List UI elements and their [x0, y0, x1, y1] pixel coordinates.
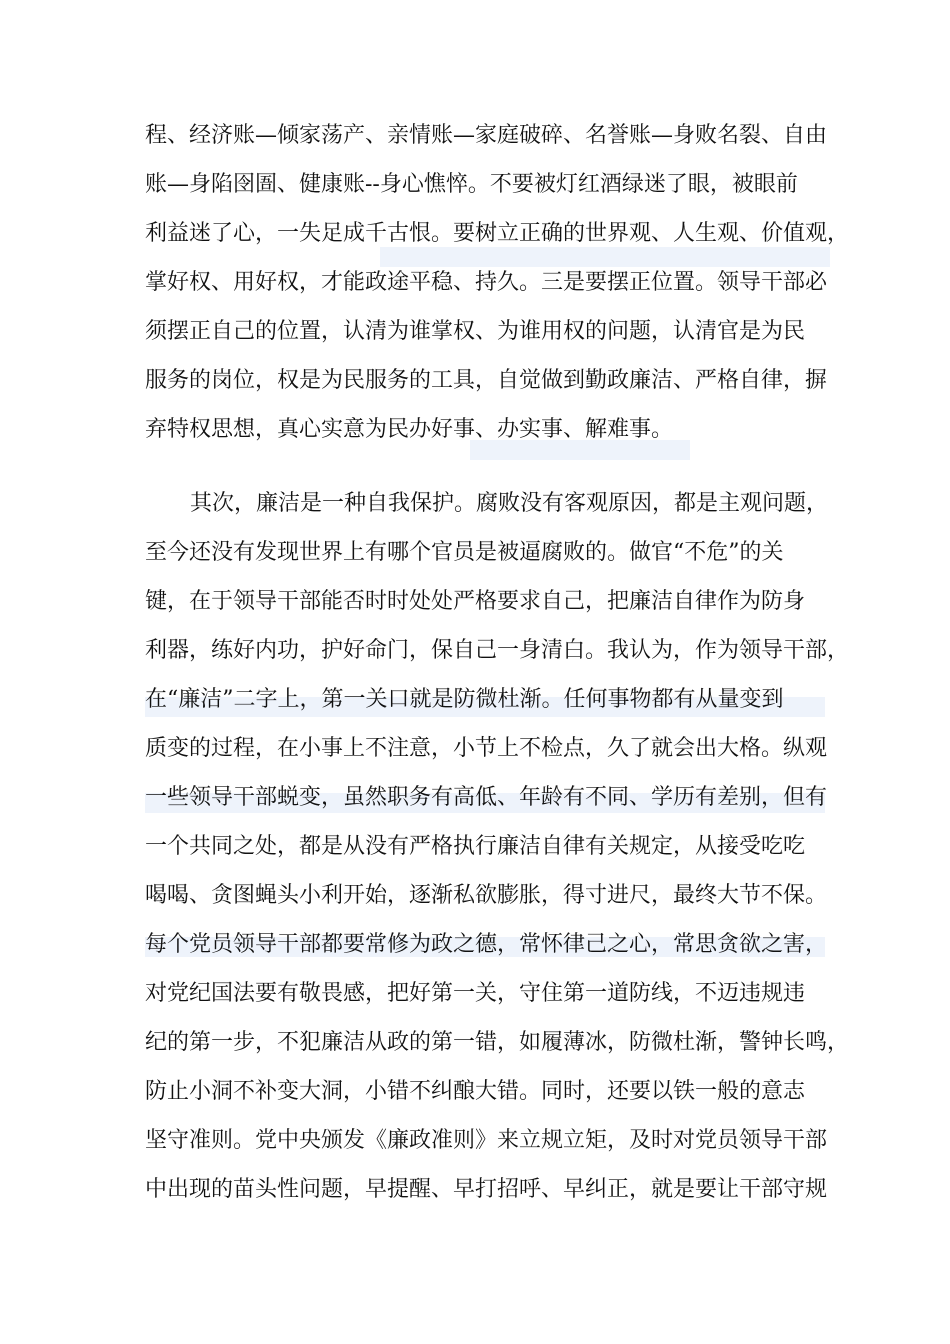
- text-line: 须摆正自己的位置，认清为谁掌权、为谁用权的问题，认清官是为民: [145, 319, 806, 344]
- text-line: 键，在于领导干部能否时时处处严格要求自己，把廉洁自律作为防身: [145, 589, 806, 614]
- text-line: 中出现的苗头性问题，早提醒、早打招呼、早纠正，就是要让干部守规: [145, 1177, 828, 1202]
- text-line: 至今还没有发现世界上有哪个官员是被逼腐败的。做官“不危”的关: [145, 540, 784, 565]
- text-line: 每个党员领导干部都要常修为政之德，常怀律己之心，常思贪欲之害，: [145, 932, 828, 957]
- text-line: 坚守准则。党中央颁发《廉政准则》来立规立矩，及时对党员领导干部: [145, 1128, 828, 1153]
- text-line: 在“廉洁”二字上，第一关口就是防微杜渐。任何事物都有从量变到: [145, 687, 784, 712]
- text-line: 账—身陷囹圄、健康账--身心憔悴。不要被灯红酒绿迷了眼，被眼前: [145, 172, 798, 197]
- text-line: 一些领导干部蜕变，虽然职务有高低、年龄有不同、学历有差别，但有: [145, 785, 828, 810]
- text-line: 防止小洞不补变大洞，小错不纠酿大错。同时，还要以铁一般的意志: [145, 1079, 806, 1104]
- text-line: 喝喝、贪图蝇头小利开始，逐渐私欲膨胀，得寸进尺，最终大节不保。: [145, 883, 828, 908]
- text-line: 利益迷了心，一失足成千古恨。要树立正确的世界观、人生观、价值观，: [145, 221, 850, 246]
- text-line: 对党纪国法要有敬畏感，把好第一关，守住第一道防线，不迈违规违: [145, 981, 806, 1006]
- text-line: 纪的第一步，不犯廉洁从政的第一错，如履薄冰，防微杜渐，警钟长鸣，: [145, 1030, 850, 1055]
- text-line: 程、经济账—倾家荡产、亲情账—家庭破碎、名誉账—身败名裂、自由: [145, 123, 828, 148]
- text-line: 质变的过程，在小事上不注意，小节上不检点，久了就会出大格。纵观: [145, 736, 828, 761]
- text-line: 弃特权思想，真心实意为民办好事、办实事、解难事。: [145, 417, 674, 442]
- text-line: 掌好权、用好权，才能政途平稳、持久。三是要摆正位置。领导干部必: [145, 270, 828, 295]
- text-line: 利器，练好内功，护好命门，保自己一身清白。我认为，作为领导干部，: [145, 638, 850, 663]
- text-line: 服务的岗位，权是为民服务的工具，自觉做到勤政廉洁、严格自律，摒: [145, 368, 828, 393]
- text-line: 其次，廉洁是一种自我保护。腐败没有客观原因，都是主观问题，: [190, 491, 829, 516]
- text-line: 一个共同之处，都是从没有严格执行廉洁自律有关规定，从接受吃吃: [145, 834, 806, 859]
